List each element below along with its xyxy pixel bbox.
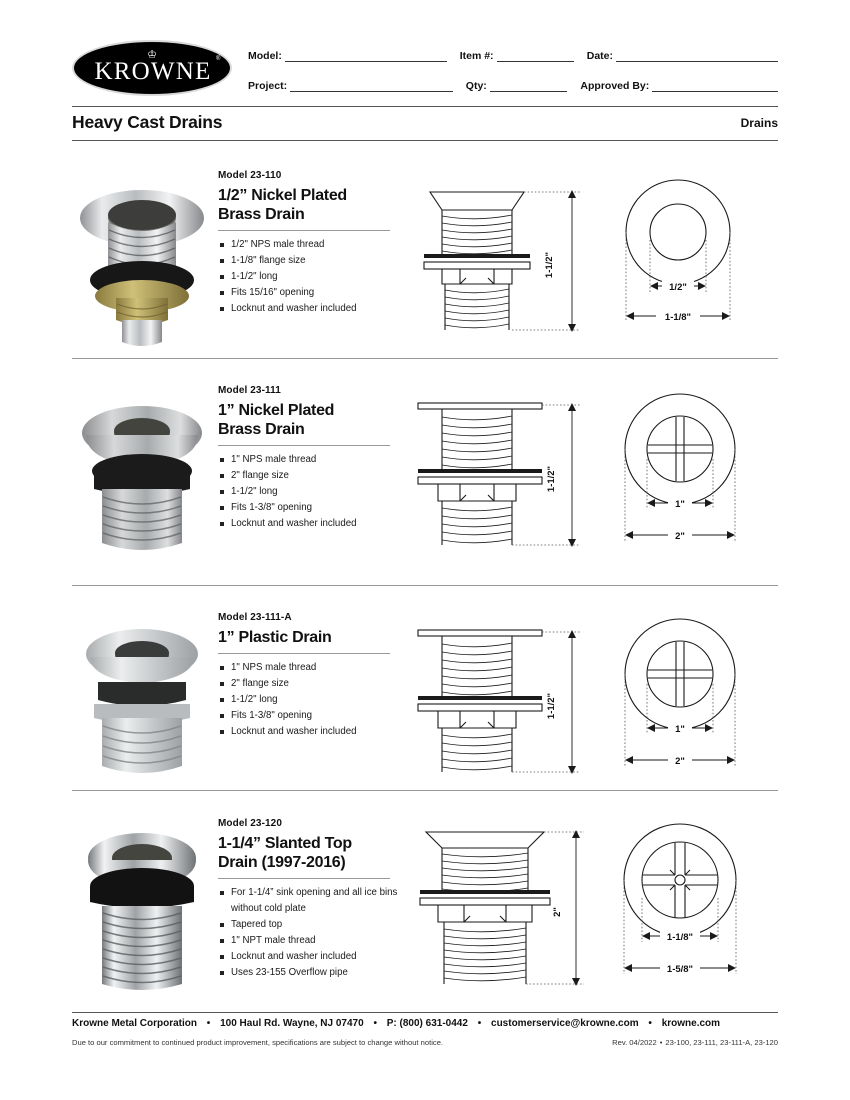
product-name-line1: 1” Plastic Drain [218, 629, 332, 646]
row-divider-2 [72, 585, 778, 586]
product-name [218, 628, 410, 647]
list-item: 2" flange size [218, 676, 410, 692]
list-item: 1-1/2" long [218, 484, 410, 500]
list-item: 1" NPS male thread [218, 452, 410, 468]
product-name [218, 401, 410, 439]
product-name-line2: Brass Drain [218, 421, 305, 438]
section-dimension: 1-1/2" [546, 692, 557, 720]
product-row-2 [72, 385, 778, 581]
footer-separator: • [206, 1018, 211, 1029]
footer-model-list: 23-100, 23-111, 23-111-A, 23-120 [665, 1038, 778, 1047]
logo-wordmark: KROWNE [94, 57, 212, 85]
top-outer-dimension: 2" [675, 756, 685, 767]
footer-email[interactable]: customerservice@krowne.com [491, 1018, 639, 1029]
footer-revision: Rev. 04/2022 [612, 1038, 657, 1047]
top-inner-dimension: 1-1/8" [666, 932, 694, 943]
list-item: Fits 15/16" opening [218, 285, 410, 301]
section-dimension: 1-1/2" [546, 465, 557, 493]
section-dimension: 1-1/2" [544, 251, 555, 279]
spec-divider [218, 878, 390, 879]
list-item: Fits 1-3/8" opening [218, 708, 410, 724]
title-bar [72, 112, 778, 138]
list-item: Uses 23-155 Overflow pipe [218, 965, 410, 981]
footer-separator: • [373, 1018, 377, 1029]
top-outer-dimension: 1-5/8" [666, 964, 694, 975]
spec-divider [218, 653, 390, 654]
list-item: Tapered top [218, 917, 410, 933]
footer-separator: • [477, 1018, 482, 1029]
cross-strainer-icon [648, 417, 712, 481]
item-label: Item #: [459, 50, 494, 62]
crown-icon: ♔ [147, 48, 157, 61]
product-name [218, 834, 410, 872]
model-input[interactable] [285, 50, 447, 62]
project-input[interactable] [290, 80, 453, 92]
footer-website[interactable]: krowne.com [661, 1018, 721, 1029]
top-outer-dimension: 1-1/8" [664, 312, 692, 323]
cross-section-drawing-1 [412, 170, 602, 350]
project-label: Project: [248, 80, 288, 92]
top-outer-dimension: 2" [675, 531, 685, 542]
footer-contact-line [72, 1018, 778, 1029]
top-view-drawing-4 [602, 818, 778, 998]
cross-strainer-icon [648, 642, 712, 706]
feature-list [218, 885, 410, 981]
product-name-line1: 1” Nickel Plated [218, 402, 335, 419]
qty-input[interactable] [490, 80, 568, 92]
top-view-drawing-2 [602, 385, 778, 565]
cross-section-drawing-4 [412, 818, 602, 998]
product-photo-1 [72, 170, 212, 345]
list-item: 1-1/2" long [218, 269, 410, 285]
section-dimension: 2" [552, 907, 563, 917]
product-row-4 [72, 818, 778, 1014]
list-item: Locknut and washer included [218, 949, 410, 965]
feature-list [218, 660, 410, 740]
product-row-3 [72, 612, 778, 808]
date-input[interactable] [616, 50, 778, 62]
list-item: 1-1/8" flange size [218, 253, 410, 269]
footer-separator: • [659, 1038, 663, 1047]
krowne-logo [72, 40, 232, 96]
footer-revision-line [565, 1038, 778, 1047]
product-name-line1: 1-1/4” Slanted Top [218, 835, 352, 852]
product-spec-2 [218, 385, 410, 532]
footer-address: 100 Haul Rd. Wayne, NJ 07470 [220, 1018, 364, 1029]
product-photo-4 [72, 818, 212, 993]
page-title: Heavy Cast Drains [72, 112, 223, 132]
header-divider-top [72, 106, 778, 107]
trademark-mark: ® [216, 55, 221, 62]
product-name-line1: 1/2” Nickel Plated [218, 187, 347, 204]
product-photo-2 [72, 385, 212, 560]
product-row-1 [72, 170, 778, 366]
qty-label: Qty: [465, 80, 487, 92]
model-number: Model 23-120 [218, 818, 283, 829]
cross-section-drawing-3 [412, 612, 602, 792]
footer-phone[interactable]: P: (800) 631-0442 [386, 1018, 468, 1029]
footer-divider [72, 1012, 778, 1013]
model-number: Model 23-111 [218, 385, 281, 396]
list-item: 2" flange size [218, 468, 410, 484]
category-label: Drains [740, 116, 778, 130]
list-item: Fits 1-3/8" opening [218, 500, 410, 516]
list-item: 1-1/2" long [218, 692, 410, 708]
top-view-drawing-3 [602, 612, 778, 792]
footer-separator: • [648, 1018, 652, 1029]
spec-divider [218, 230, 390, 231]
product-spec-3 [218, 612, 410, 740]
model-number: Model 23-111-A [218, 612, 292, 623]
top-inner-dimension: 1/2" [669, 282, 687, 293]
spoked-strainer-icon [643, 843, 717, 917]
spec-form [248, 38, 778, 96]
product-name-line2: Drain (1997-2016) [218, 854, 346, 871]
top-view-drawing-1 [602, 170, 778, 350]
list-item: Locknut and washer included [218, 301, 410, 317]
date-label: Date: [586, 50, 614, 62]
top-inner-dimension: 1" [675, 499, 685, 510]
list-item: 1" NPT male thread [218, 933, 410, 949]
product-spec-1 [218, 170, 410, 317]
row-divider-1 [72, 358, 778, 359]
form-row-2 [248, 76, 778, 92]
page-header [72, 38, 778, 100]
approved-by-input[interactable] [652, 80, 778, 92]
feature-list [218, 452, 410, 532]
list-item: 1" NPS male thread [218, 660, 410, 676]
header-divider-bottom [72, 140, 778, 141]
top-inner-dimension: 1" [675, 724, 685, 735]
footer-disclaimer: Due to our commitment to continued product improvement, specifications are subject to change without notice. [72, 1038, 444, 1047]
product-name-line2: Brass Drain [218, 206, 305, 223]
form-row-1 [248, 46, 778, 62]
model-label: Model: [248, 50, 282, 62]
feature-list [218, 237, 410, 317]
product-name [218, 186, 410, 224]
footer-company: Krowne Metal Corporation [72, 1018, 198, 1029]
list-item: Locknut and washer included [218, 724, 410, 740]
cross-section-drawing-2 [412, 385, 602, 565]
product-spec-4 [218, 818, 410, 981]
list-item: 1/2" NPS male thread [218, 237, 410, 253]
model-number: Model 23-110 [218, 170, 282, 181]
product-photo-3 [72, 612, 212, 787]
list-item: For 1-1/4” sink opening and all ice bins without cold plate [218, 885, 410, 917]
item-input[interactable] [497, 50, 574, 62]
list-item: Locknut and washer included [218, 516, 410, 532]
row-divider-3 [72, 790, 778, 791]
approved-by-label: Approved By: [580, 80, 650, 92]
spec-divider [218, 445, 390, 446]
